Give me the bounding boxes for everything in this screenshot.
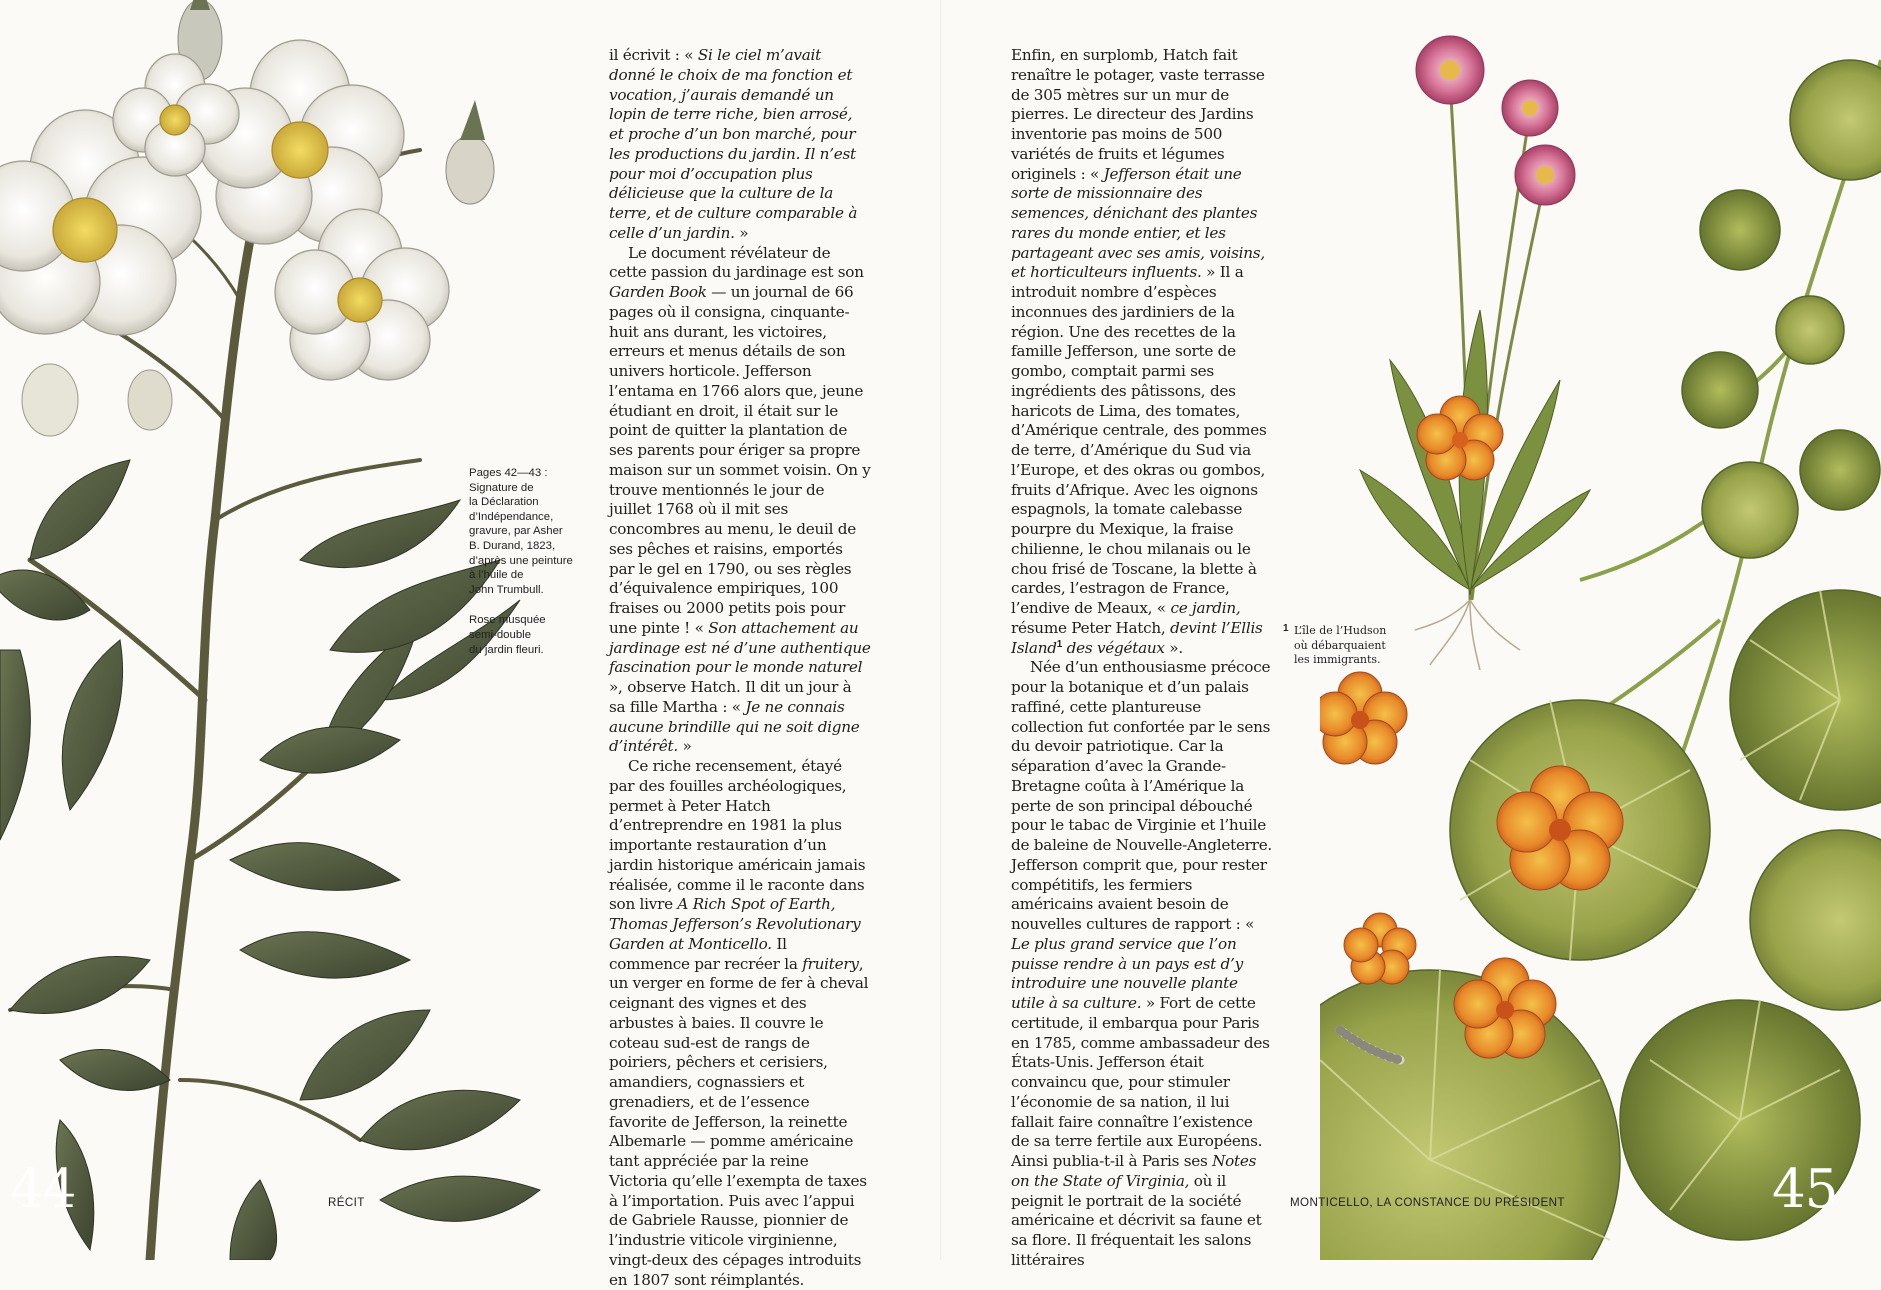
quote: Le plus grand service que l’on puisse rendre à un pays est d’y introduire une nouvelle plante utile à sa culture. <box>1011 934 1243 1012</box>
text-run: il écrivit : « <box>609 46 698 64</box>
caption-line: John Trumbull. <box>469 583 544 596</box>
page-number-right: 45 <box>1772 1159 1838 1220</box>
text-run: » Il a introduit nombre d’espèces inconnues des jardiniers de la région. Une des recettes de la famille Jefferson, une sorte de gombo, comptait parmi ses ingrédients des pâtissons, des haricots de Lima, des tomates, d’Amérique centrale, des pommes de terre, d’Amérique du Sud via l’Europe, et des okras ou gombos, fruits d’Afrique. Avec les oignons espagnols, la tomate calebasse pourpre du Mexique, la fraise chilienne, le chou milanais ou le chou frisé de Toscane, la blette à cardes, l’estragon de France, l’endive de Meaux, « <box>1011 263 1267 617</box>
caption-line: semi-double <box>469 628 532 641</box>
text-run: Le document révélateur de cette passion du jardinage est son <box>609 243 864 282</box>
footnote-reference[interactable]: 1 <box>1056 638 1063 650</box>
quote: Jefferson était une sorte de missionnaire des semences, dénichant des plantes rares du monde entier, et les partageant avec ses amis, voisins, et horticulteurs influents. <box>1011 164 1265 282</box>
paragraph <box>609 757 871 1290</box>
text-run: » <box>734 223 749 242</box>
nasturtium-daisy-illustration <box>1320 0 1881 1260</box>
text-run: ». <box>1164 638 1183 657</box>
text-run: », observe Hatch. Il dit un jour à sa fille Martha : « <box>609 678 852 716</box>
book-title: A Rich Spot of Earth, Thomas Jefferson’s Revolutionary Garden at Monticello. <box>609 895 861 953</box>
caption-line: gravure, par Asher <box>469 525 563 538</box>
text-run: Il commence par recréer la <box>609 934 803 973</box>
text-run: — un journal de 66 pages où il consigna, cinquante-huit ans durant, les victoires, erreurs et menus détails de son univers horticole. Jefferson l’entama en 1766 alors que, jeune étudiant en droit, il était sur le point de quitter la plantation de ses parents pour ériger sa propre maison sur un sommet voisin. On y trouve mentionnés le jour de juillet 1768 où il mit ses concombres au menu, le deuil de ses pêches et raisins, emportés par le gel en 1790, ou ses règles d’équivalence empiriques, 100 fraises ou 2000 petits pois pour une pinte ! « <box>609 283 871 637</box>
text-column-right <box>1011 46 1273 1271</box>
text-column-left <box>609 46 871 1290</box>
paragraph <box>1011 658 1273 1270</box>
caption-line: Rose musquée <box>469 614 546 627</box>
page-gutter <box>940 0 942 1260</box>
text-run: Née d’un enthousiasme précoce pour la botanique et d’un palais raffiné, cette plantureuse collection fut confortée par le sens du devoir patriotique. Car la séparation d’avec la Grande-Bretagne coûta à l’Amérique la perte de son principal débouché pour le tabac de Virginie et l’huile de baleine de Nouvelle-Angleterre. Jefferson comprit que, pour rester compétitifs, les fermiers américains avaient besoin de nouvelles cultures de rapport : « <box>1011 658 1273 933</box>
paragraph <box>609 46 871 244</box>
nasturtium-leaves <box>1320 60 1881 1260</box>
text-run: » Fort de cette certitude, il embarqua pour Paris en 1785, comme ambassadeur des États-Unis. Jefferson était convaincu que, pour stimuler l’économie de sa nation, il lui fallait faire connaître l’existence de sa terre fertile aux Européens. Ainsi publia-t-il à Paris ses <box>1011 994 1270 1170</box>
text-run: où il peignit le portrait de la société américaine et décrivit sa faune et sa flore. Il fréquentait les salons littéraires <box>1011 1171 1262 1269</box>
quote: Son attachement au jardinage est né d’une authentique fascination pour le monde naturel <box>609 618 871 677</box>
footnote <box>1283 624 1403 668</box>
caption-line: B. Durand, 1823, <box>469 539 556 552</box>
quote: des végétaux <box>1062 638 1165 657</box>
rose-blossoms <box>0 40 449 380</box>
running-head-left: RÉCIT <box>328 1196 365 1209</box>
italic-term: fruitery <box>802 954 859 973</box>
quote: Je ne connais aucune brindille qui ne soit digne d’intérêt. <box>609 697 860 756</box>
quote: Si le ciel m’avait donné le choix de ma fonction et vocation, j’aurais demandé un lopin de terre riche, bien arrosé, et proche d’un bon marché, pour les productions du jardin. Il n’est pour moi d’occupation plus délicieuse que la culture de la terre, et de culture comparable à celle d’un jardin. <box>609 46 858 242</box>
caption-line: Pages 42—43 : <box>469 467 548 479</box>
text-run: , un verger en forme de fer à cheval ceignant des vignes et des arbustes à baies. Il couvre le coteau sud-est de rangs de poiriers, pêchers et cerisiers, amandiers, cognassiers et grenadiers, et de l’essence favorite de Jefferson, la reinette Albemarle — pomme américaine tant appréciée par la reine Victoria qu’elle l’exempta de taxes à l’importation. Puis avec l’appui de Gabriele Rausse, pionnier de l’industrie viticole virginienne, vingt-deux des cépages introduits en 1807 sont réimplantés. <box>609 954 869 1289</box>
text-run: Ce riche recensement, étayé par des fouilles archéologiques, permet à Peter Hatch d’entreprendre en 1981 la plus importante restauration d’un jardin historique américain jamais réalisée, comme il le raconte dans son livre <box>609 757 866 914</box>
text-run: Enfin, en surplomb, Hatch fait renaître le potager, vaste terrasse de 305 mètres sur un mur de pierres. Le directeur des Jardins inventorie pas moins de 500 variétés de fruits et légumes originels : « <box>1011 46 1265 183</box>
footnote-line: L’île de l’Hudson <box>1294 624 1387 637</box>
text-run: » <box>677 737 692 756</box>
running-head-right: MONTICELLO, LA CONSTANCE DU PRÉSIDENT <box>1290 1196 1565 1209</box>
caption-line: d’Indépendance, <box>469 510 554 523</box>
rose-leaves <box>0 460 540 1260</box>
book-title: Garden Book <box>609 283 707 301</box>
quote: ce jardin, <box>1170 599 1241 617</box>
caption-line: Signature de <box>469 481 534 494</box>
daisy-roots <box>1415 600 1520 670</box>
quote: devint l’Ellis Island <box>1011 618 1263 657</box>
image-caption <box>469 466 581 673</box>
paragraph <box>609 244 871 758</box>
caption-credit <box>469 466 581 597</box>
book-title: Notes on the State of Virginia, <box>1011 1152 1257 1190</box>
caption-line: d’après une peinture <box>469 554 573 567</box>
caption-rose <box>469 613 581 657</box>
text-run: résume Peter Hatch, <box>1011 618 1171 637</box>
caption-line: du jardin fleuri. <box>469 643 544 656</box>
footnote-mark: 1 <box>1283 623 1289 634</box>
footnote-line: où débarquaient <box>1294 638 1386 652</box>
caption-line: la Déclaration <box>469 496 539 509</box>
daisy-flowers <box>1416 36 1575 205</box>
page-number-left: 44 <box>10 1159 76 1220</box>
paragraph <box>1011 46 1273 658</box>
caption-line: à l’huile de <box>469 569 524 582</box>
footnote-line: les immigrants. <box>1294 653 1381 666</box>
